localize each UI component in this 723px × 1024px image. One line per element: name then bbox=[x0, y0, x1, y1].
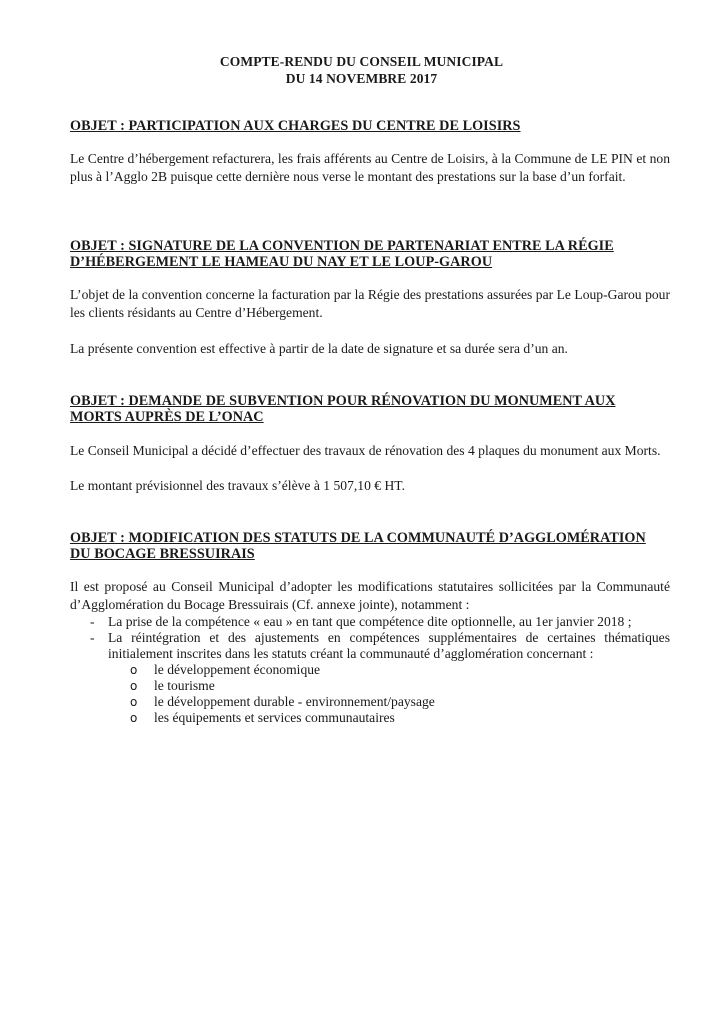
circle-bullet-icon: o bbox=[130, 663, 138, 677]
section-1-paragraph: Le Centre d’hébergement refacturera, les frais afférents au Centre de Loisirs, à la Commune de LE PIN et non plus à l’Agglo 2B puisque cette dernière nous verse le montant des prestations sur la base d’un forfait. bbox=[70, 151, 670, 184]
section-4-heading-line-2: DU BOCAGE BRESSUIRAIS bbox=[70, 546, 255, 562]
circle-bullet-icon: o bbox=[130, 695, 138, 709]
list-item-text: La prise de la compétence « eau » en tant que compétence dite optionnelle, au 1er janvier 2018 ; bbox=[108, 614, 632, 629]
document-title bbox=[0, 53, 723, 87]
section-2-paragraph-2: La présente convention est effective à partir de la date de signature et sa durée sera d’un an. bbox=[70, 341, 568, 356]
section-1-heading: OBJET : PARTICIPATION AUX CHARGES DU CENTRE DE LOISIRS bbox=[70, 118, 521, 134]
section-3-paragraph-2: Le montant prévisionnel des travaux s’élève à 1 507,10 € HT. bbox=[70, 478, 405, 493]
list-item-text: La réintégration et des ajustements en compétences supplémentaires de certaines thématiques initialement inscrites dans les statuts créant la communauté d’agglomération concernant : bbox=[108, 630, 670, 661]
dash-marker: - bbox=[90, 630, 95, 645]
sub-list-item-text: les équipements et services communautaires bbox=[154, 710, 395, 725]
title-line-1: COMPTE-RENDU DU CONSEIL MUNICIPAL bbox=[219, 54, 504, 69]
section-2-paragraph-1: L’objet de la convention concerne la facturation par la Régie des prestations assurées par Le Loup-Garou pour les clients résidants au Centre d’Hébergement. bbox=[70, 287, 670, 320]
dash-marker: - bbox=[90, 614, 95, 629]
section-3-heading bbox=[70, 393, 670, 425]
section-4-heading-line-1: OBJET : MODIFICATION DES STATUTS DE LA COMMUNAUTÉ D’AGGLOMÉRATION bbox=[70, 530, 646, 546]
sub-list-item bbox=[130, 662, 670, 678]
sub-list-item bbox=[130, 710, 670, 726]
sub-list-item-text: le développement durable - environnement/paysage bbox=[154, 694, 435, 709]
section-2-heading-line-2: D’HÉBERGEMENT LE HAMEAU DU NAY ET LE LOUP-GAROU bbox=[70, 254, 493, 270]
list-item bbox=[70, 614, 670, 630]
title-line-2: DU 14 NOVEMBRE 2017 bbox=[285, 71, 438, 86]
circle-bullet-icon: o bbox=[130, 711, 138, 725]
section-3-heading-line-2: MORTS AUPRÈS DE L’ONAC bbox=[70, 409, 264, 425]
section-2-heading-line-1: OBJET : SIGNATURE DE LA CONVENTION DE PARTENARIAT ENTRE LA RÉGIE bbox=[70, 238, 614, 254]
section-4-heading bbox=[70, 530, 670, 562]
section-4-paragraph: Il est proposé au Conseil Municipal d’adopter les modifications statutaires sollicitées par la Communauté d’Agglomération du Bocage Bressuirais (Cf. annexe jointe), notamment : bbox=[70, 579, 670, 612]
sub-list-item bbox=[130, 694, 670, 710]
sub-list bbox=[130, 662, 670, 726]
section-2-heading bbox=[70, 238, 670, 270]
circle-bullet-icon: o bbox=[130, 679, 138, 693]
section-4-list bbox=[70, 614, 670, 726]
section-3-paragraph-1: Le Conseil Municipal a décidé d’effectuer des travaux de rénovation des 4 plaques du monument aux Morts. bbox=[70, 443, 661, 458]
sub-list-item-text: le développement économique bbox=[154, 662, 321, 677]
section-3-heading-line-1: OBJET : DEMANDE DE SUBVENTION POUR RÉNOVATION DU MONUMENT AUX bbox=[70, 393, 616, 409]
list-item bbox=[70, 630, 670, 662]
sub-list-item-text: le tourisme bbox=[154, 678, 215, 693]
sub-list-item bbox=[130, 678, 670, 694]
